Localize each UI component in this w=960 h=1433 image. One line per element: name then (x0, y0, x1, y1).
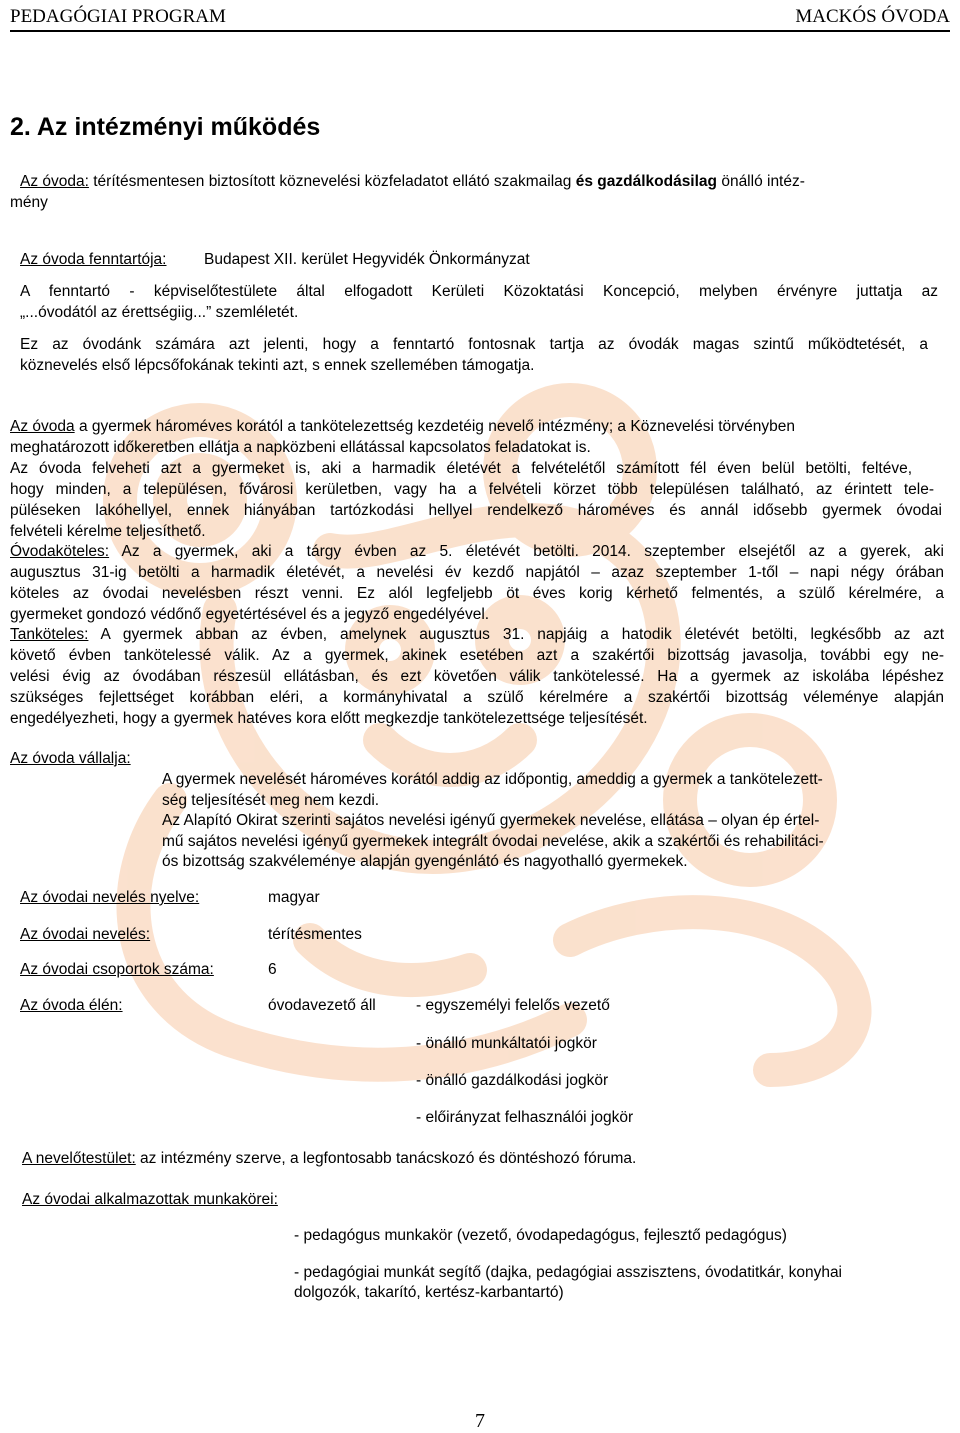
header-institution-name: MACKÓS ÓVODA (795, 6, 950, 27)
ovoda-text-a: térítésmentesen biztosított köznevelési közfeladatot ellátó szakmailag (88, 173, 576, 190)
ovodakoteles-line1: Óvodaköteles: Az a gyermek, aki a tárgy évben az 5. életévét betölti. 2014. szeptember elsejétől az a gyerek, aki (10, 543, 944, 560)
nyelv-value: magyar (268, 889, 320, 906)
vallalja-label: Az óvoda vállalja: (10, 750, 131, 767)
ovoda-def-line1: Az óvoda a gyermek hároméves korától a tankötelezettség kezdetéig nevelő intézmény; a Köznevelési törvényben (10, 418, 795, 435)
munkakorok-label: Az óvodai alkalmazottak munkakörei: (22, 1191, 278, 1208)
neveles-label: Az óvodai nevelés: (20, 926, 151, 943)
nyelv-label: Az óvodai nevelés nyelve: (20, 889, 200, 906)
elen-item: - egyszemélyi felelős vezető (416, 997, 610, 1014)
tankoteles-line4: szükséges fejlettséget korábban eléri, a kormányhivatal a szülő kérelmére a szakértői bizottság véleménye alapján (10, 689, 944, 706)
nevelotestulet-paragraph: A nevelőtestület: az intézmény szerve, a legfontosabb tanácskozó és döntéshozó fóruma. (22, 1150, 637, 1167)
vallalja-p2-line1: Az Alapító Okirat szerinti sajátos nevelési igényű gyermekek nevelése, ellátása – olyan ép értel- (162, 812, 820, 829)
csoport-value: 6 (268, 961, 277, 978)
koncepcio-line1: A fenntartó - képviselőtestülete által elfogadott Kerületi Közoktatási Koncepció, melyben érvényre juttatja az (20, 283, 938, 300)
vallalja-p2-line2: mű sajátos nevelési igényű gyermekek integrált óvodai nevelése, akik a szakértői és rehabilitáci- (162, 833, 824, 850)
elen-item: - önálló munkáltatói jogkör (416, 1035, 597, 1052)
felveheti-line1: Az óvoda felveheti azt a gyermeket is, aki a harmadik életévét a felvételétől számított fél éven belül betölti, feltéve, (10, 460, 912, 477)
ovoda-def-line2: meghatározott időkeretben ellátja a napközbeni ellátással kapcsolatos feladatokat is. (10, 439, 591, 456)
page-number: 7 (475, 1410, 485, 1432)
felveheti-line2: hogy minden, a településen, fővárosi kerületben, vagy ha a felvételi körzet több településen található, az érintett tele- (10, 481, 934, 498)
header-program-title: PEDAGÓGIAI PROGRAM (10, 6, 226, 27)
page-header (10, 4, 950, 32)
elen-value: óvodavezető áll (268, 997, 376, 1014)
koncepcio-line2: „...óvodától az érettségiig...” szemléletét. (20, 304, 299, 321)
ovoda-text-bold: és gazdálkodásilag (575, 173, 718, 190)
tankoteles-line5: engedélyezheti, hogy a gyermek hatéves kora előtt megkezdje tankötelezettsége teljesítését. (10, 710, 648, 727)
vallalja-p2-line3: ós bizottság szakvéleménye alapján gyengénlátó és nagyothalló gyermekek. (162, 853, 688, 870)
jelentes-line1: Ez az óvodánk számára azt jelenti, hogy a fenntartó fontosnak tartja az óvodák magas szintű működtetését, a (20, 336, 928, 353)
ovoda-text-b: önálló intéz- (717, 173, 805, 190)
elen-item: - önálló gazdálkodási jogkör (416, 1072, 609, 1089)
csoport-label: Az óvodai csoportok száma: (20, 961, 214, 978)
munkakor-item-segito-cont: dolgozók, takarító, kertész-karbantartó) (294, 1284, 564, 1301)
elen-item: - előirányzat felhasználói jogkör (416, 1109, 634, 1126)
ovoda-paragraph-cont: mény (10, 194, 48, 211)
tankoteles-line3: velési évig az óvodában részesül ellátásban, és ezt követően válik tankötelessé. Ha a gyermek az iskolába lépéshez (10, 668, 944, 685)
fenntarto-value: Budapest XII. kerület Hegyvidék Önkormányzat (204, 251, 530, 268)
vallalja-p1-line1: A gyermek nevelését hároméves korától addig az időpontig, ameddig a gyermek a tankötelezett- (162, 771, 823, 788)
tankoteles-line2: követő évben tankötelessé válik. Az a gyermek, akinek esetében azt a szakértői bizottság javasolja, további egy ne- (10, 647, 944, 664)
elen-label: Az óvoda élén: (20, 997, 123, 1014)
munkakor-item-segito: - pedagógiai munkát segítő (dajka, pedagógiai asszisztens, óvodatitkár, konyhai (294, 1264, 843, 1281)
tankoteles-line1: Tanköteles: A gyermek abban az évben, amelynek augusztus 31. napjáig a hatodik életévét betölti, legkésőbb az azt (10, 626, 944, 643)
fenntarto-label: Az óvoda fenntartója: (20, 251, 167, 268)
ovodakoteles-line3: köteles az óvodai nevelésben részt venni. Ez alól legfeljebb öt éves korig kérhető felmentés, a szülő kérelmére, a (10, 585, 944, 602)
ovodakoteles-line4: gyermeket gondozó védőnő egyetértésével és a jegyző engedélyével. (10, 606, 490, 623)
jelentes-line2: köznevelés első lépcsőfokának tekinti azt, s ennek szellemében támogatja. (20, 357, 535, 374)
vallalja-p1-line2: ség teljesítését meg nem kezdi. (162, 792, 380, 809)
munkakor-item-pedagogus: - pedagógus munkakör (vezető, óvodapedagógus, fejlesztő pedagógus) (294, 1227, 787, 1244)
ovodakoteles-line2: augusztus 31-ig betölti a harmadik életévét, a nevelési év kezdő napjától – azaz szeptember 1-től – napi négy órában (10, 564, 944, 581)
ovoda-paragraph (20, 171, 940, 192)
felveheti-line3: püléseken lakóhellyel, ennek hiányában tartózkodási hellyel rendelkező hároméves és annál idősebb gyermek óvodai (10, 502, 942, 519)
felveheti-line4: felvételi kérelme teljesíthető. (10, 523, 206, 540)
neveles-value: térítésmentes (268, 926, 362, 943)
section-title: 2. Az intézményi működés (10, 113, 321, 141)
ovoda-label: Az óvoda: (20, 173, 89, 190)
